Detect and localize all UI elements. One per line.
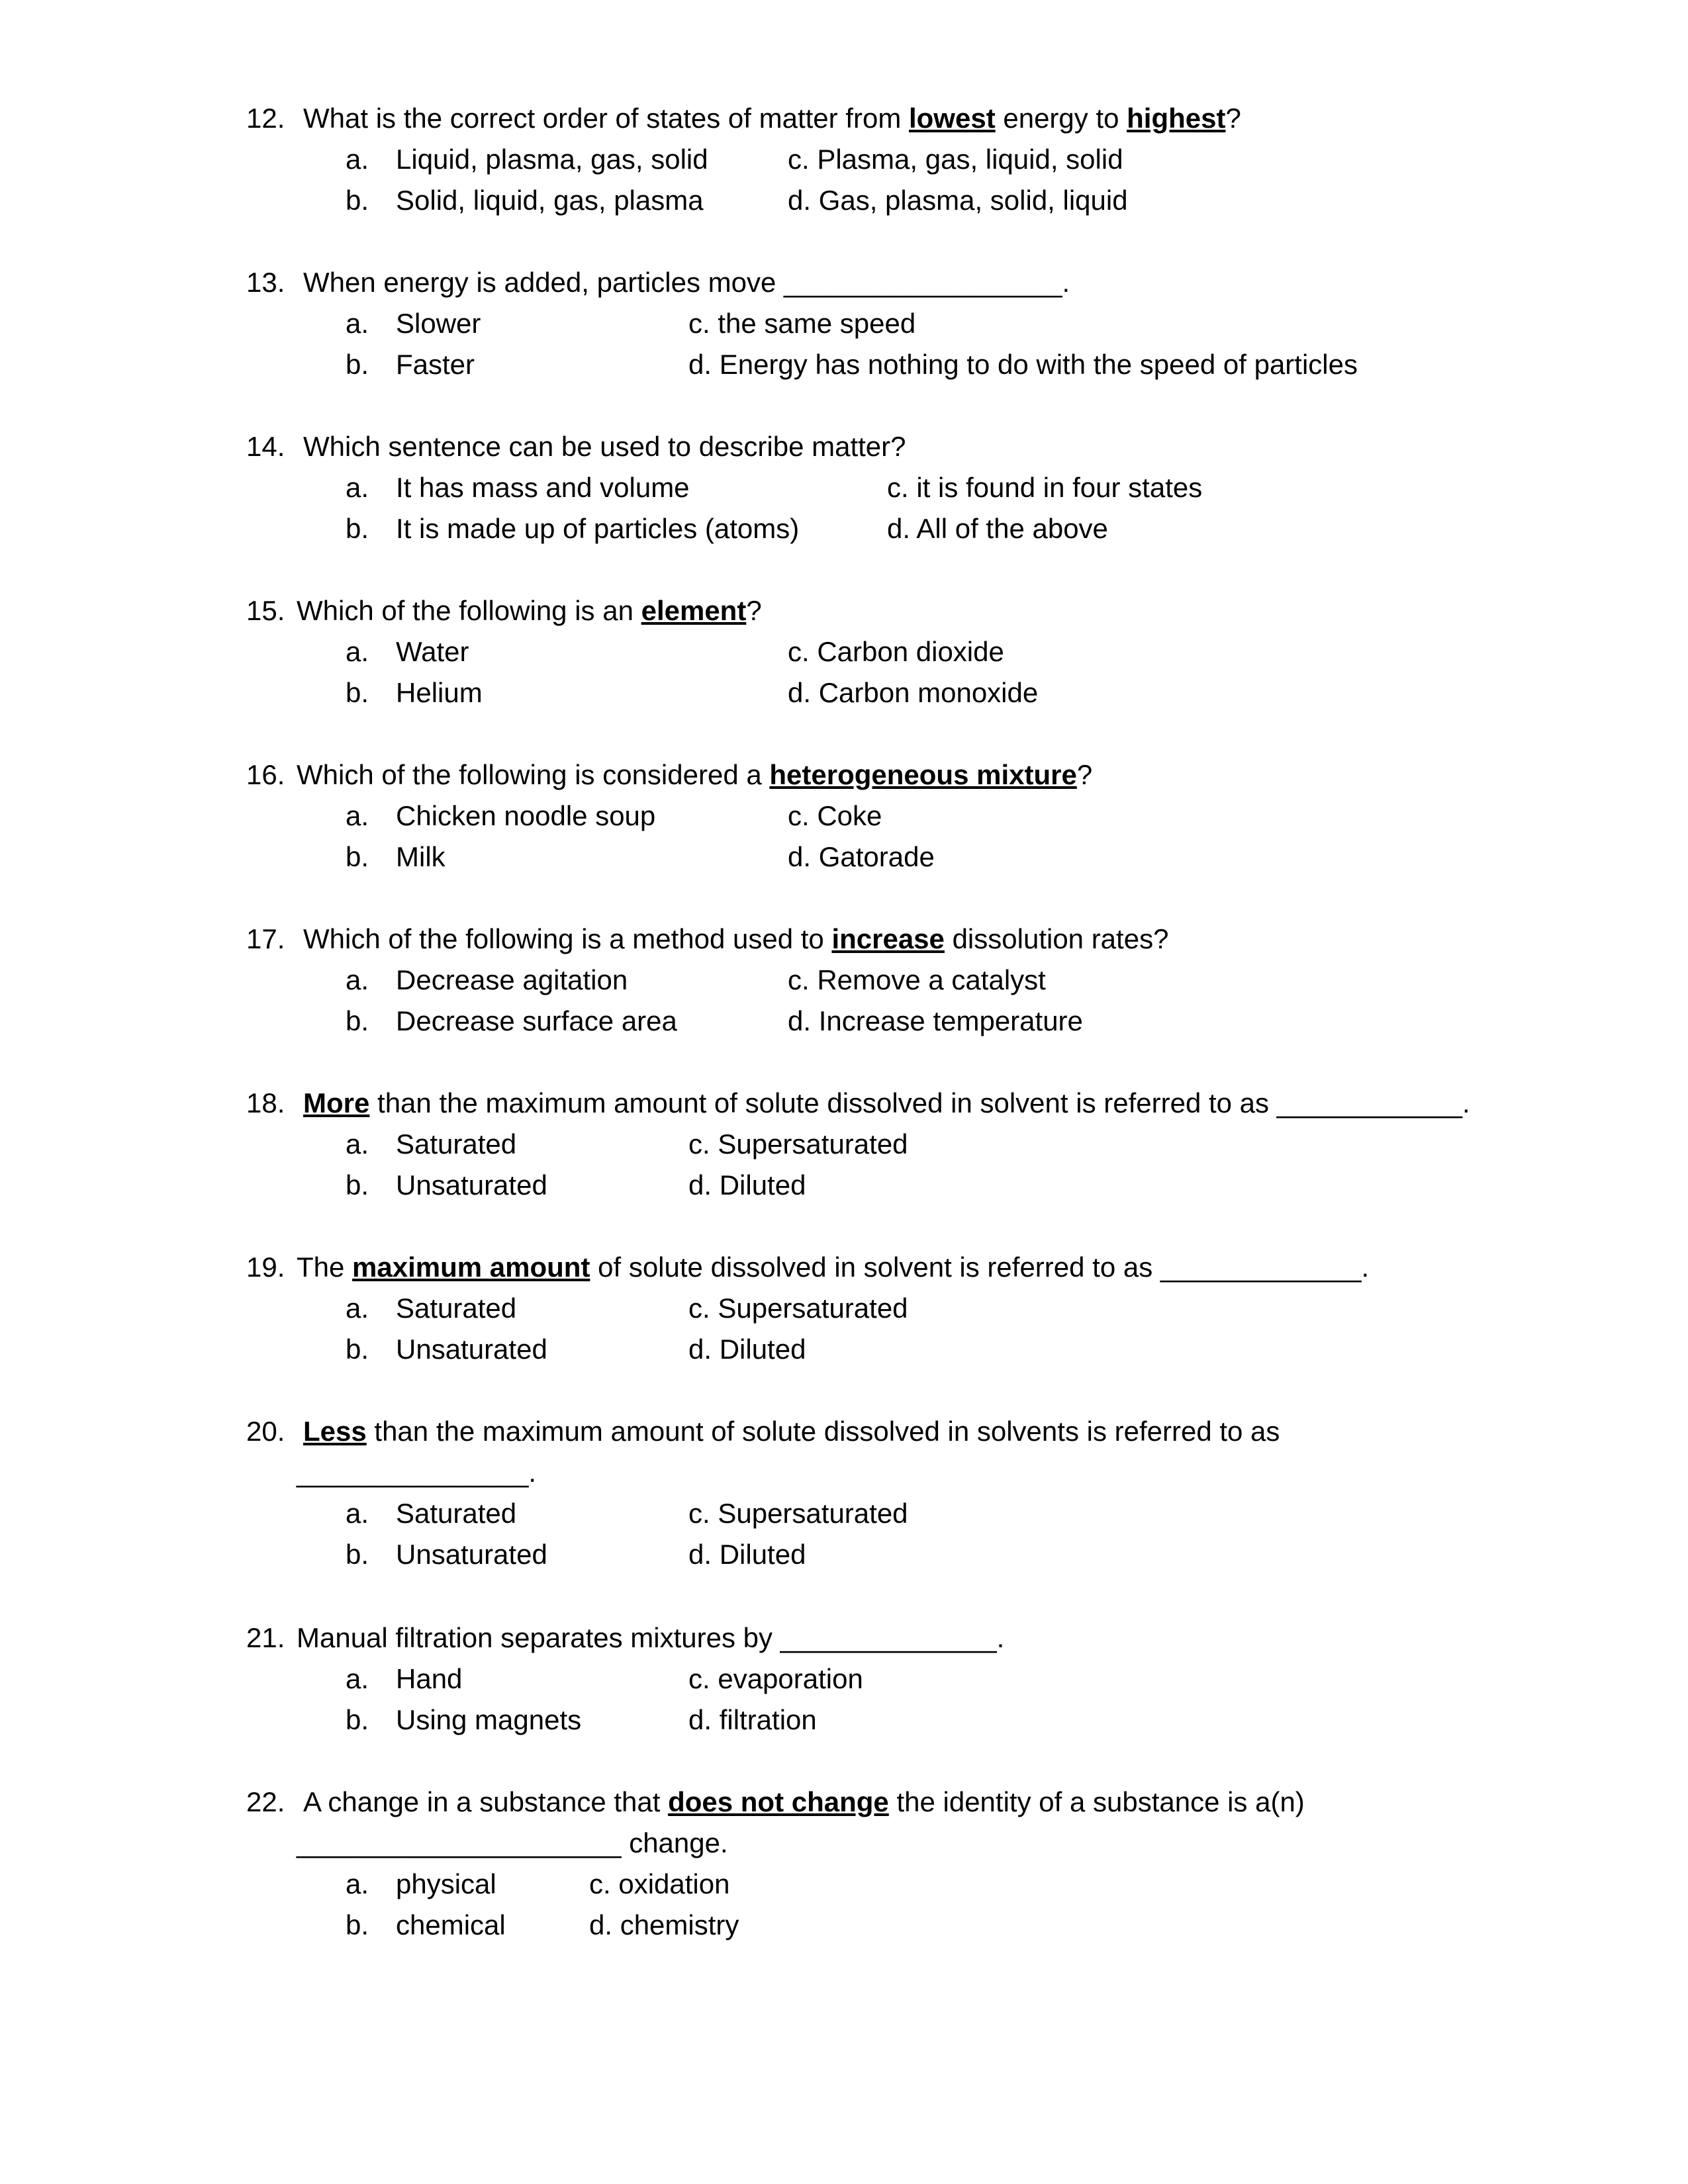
option-a: Slower <box>396 308 481 339</box>
question-text: Less than the maximum amount of solute dissolved in solvents is referred to as <box>303 1416 1280 1447</box>
answer-row-b <box>246 1329 1544 1370</box>
option-letter-a: a. <box>346 800 369 831</box>
option-letter-b: b. <box>346 1539 369 1570</box>
option-letter-a: a. <box>346 964 369 995</box>
option-a: Water <box>396 636 469 667</box>
option-c: c. evaporation <box>688 1663 863 1694</box>
answer-row-a <box>246 1864 1544 1905</box>
answer-row-a <box>246 796 1544 837</box>
option-c: c. it is found in four states <box>887 472 1203 503</box>
option-a: Chicken noodle soup <box>396 800 656 831</box>
option-c: c. Supersaturated <box>688 1498 908 1529</box>
option-a: Decrease agitation <box>396 964 628 995</box>
answer-blank: _______________. <box>297 1457 537 1488</box>
option-letter-b: b. <box>346 1334 369 1365</box>
option-d: d. Diluted <box>688 1169 806 1201</box>
option-d: d. Diluted <box>688 1539 806 1570</box>
option-c: c. Remove a catalyst <box>788 964 1046 995</box>
option-letter-b: b. <box>346 677 369 708</box>
question-text: What is the correct order of states of matter from lowest energy to highest? <box>303 103 1241 134</box>
emphasis: maximum amount <box>352 1251 590 1283</box>
option-d: d. filtration <box>688 1704 817 1735</box>
answer-row-b <box>246 672 1544 713</box>
emphasis: More <box>303 1087 370 1118</box>
option-a: Saturated <box>396 1293 517 1324</box>
answer-row-b <box>246 1001 1544 1042</box>
option-letter-b: b. <box>346 513 369 544</box>
question-text: Which of the following is an element? <box>297 595 762 626</box>
question-text: Which of the following is considered a heterogeneous mixture? <box>297 759 1093 790</box>
option-b: Unsaturated <box>396 1169 547 1201</box>
question-text: A change in a substance that does not change the identity of a substance is a(n) <box>303 1786 1305 1817</box>
option-b: Helium <box>396 677 483 708</box>
emphasis: Less <box>303 1416 367 1447</box>
answer-row-a <box>246 467 1544 508</box>
question-number: 18. <box>246 1087 285 1118</box>
option-d: d. Energy has nothing to do with the speed of particles <box>688 349 1358 380</box>
question-14 <box>246 426 1544 549</box>
option-c: c. Supersaturated <box>688 1293 908 1324</box>
option-d: d. chemistry <box>589 1909 739 1940</box>
option-letter-b: b. <box>346 185 369 216</box>
option-letter-a: a. <box>346 1868 369 1899</box>
answer-row-b <box>246 344 1544 385</box>
option-letter-b: b. <box>346 1909 369 1940</box>
option-b: Unsaturated <box>396 1539 547 1570</box>
question-number: 15. <box>246 595 285 626</box>
question-20 <box>246 1411 1544 1575</box>
question-15 <box>246 590 1544 713</box>
option-letter-b: b. <box>346 349 369 380</box>
question-22 <box>246 1782 1544 1946</box>
option-letter-a: a. <box>346 144 369 175</box>
option-letter-b: b. <box>346 1169 369 1201</box>
option-letter-b: b. <box>346 841 369 872</box>
emphasis: element <box>641 595 747 626</box>
answer-row-b <box>246 837 1544 878</box>
option-letter-b: b. <box>346 1704 369 1735</box>
option-b: Using magnets <box>396 1704 582 1735</box>
answer-row-b <box>246 1700 1544 1741</box>
option-c: c. Coke <box>788 800 882 831</box>
question-13 <box>246 262 1544 385</box>
question-text: More than the maximum amount of solute dissolved in solvent is referred to as ____________. <box>303 1087 1470 1118</box>
option-letter-a: a. <box>346 1498 369 1529</box>
option-b: chemical <box>396 1909 506 1940</box>
question-number: 17. <box>246 923 285 954</box>
question-number: 19. <box>246 1251 285 1283</box>
question-number: 13. <box>246 267 285 298</box>
question-text: Manual filtration separates mixtures by ______________. <box>297 1622 1005 1653</box>
question-text: The maximum amount of solute dissolved in solvent is referred to as _____________. <box>297 1251 1370 1283</box>
option-d: d. Gas, plasma, solid, liquid <box>788 185 1128 216</box>
option-b: Milk <box>396 841 445 872</box>
answer-row-a <box>246 1288 1544 1329</box>
option-letter-a: a. <box>346 472 369 503</box>
answer-row-a <box>246 139 1544 180</box>
option-letter-a: a. <box>346 308 369 339</box>
emphasis: highest <box>1127 103 1226 134</box>
question-number: 16. <box>246 759 285 790</box>
question-19 <box>246 1247 1544 1370</box>
answer-row-b <box>246 508 1544 549</box>
question-21 <box>246 1617 1544 1741</box>
emphasis: increase <box>831 923 945 954</box>
question-text: Which sentence can be used to describe matter? <box>303 431 906 462</box>
emphasis: does not change <box>668 1786 889 1817</box>
answer-row-b <box>246 1905 1544 1946</box>
answer-row-b <box>246 1534 1544 1575</box>
option-a: Saturated <box>396 1498 517 1529</box>
option-d: d. Carbon monoxide <box>788 677 1039 708</box>
answer-row-a <box>246 960 1544 1001</box>
option-letter-b: b. <box>346 1005 369 1036</box>
option-d: d. Increase temperature <box>788 1005 1083 1036</box>
option-c: c. Supersaturated <box>688 1128 908 1160</box>
option-c: c. Plasma, gas, liquid, solid <box>788 144 1123 175</box>
option-a: It has mass and volume <box>396 472 690 503</box>
question-number: 22. <box>246 1786 285 1817</box>
option-a: Hand <box>396 1663 463 1694</box>
answer-row-a <box>246 631 1544 672</box>
question-12 <box>246 98 1544 221</box>
question-number: 12. <box>246 103 285 134</box>
option-d: d. Gatorade <box>788 841 935 872</box>
option-letter-a: a. <box>346 1663 369 1694</box>
option-b: Decrease surface area <box>396 1005 677 1036</box>
option-letter-a: a. <box>346 1293 369 1324</box>
option-b: It is made up of particles (atoms) <box>396 513 800 544</box>
emphasis: lowest <box>908 103 996 134</box>
question-number: 14. <box>246 431 285 462</box>
emphasis: heterogeneous mixture <box>769 759 1077 790</box>
answer-row-a <box>246 1659 1544 1700</box>
answer-row-a <box>246 1493 1544 1534</box>
option-letter-a: a. <box>346 1128 369 1160</box>
question-18 <box>246 1083 1544 1206</box>
answer-row-a <box>246 303 1544 344</box>
option-c: c. oxidation <box>589 1868 730 1899</box>
option-d: d. All of the above <box>887 513 1108 544</box>
question-number: 21. <box>246 1622 285 1653</box>
question-17 <box>246 919 1544 1042</box>
option-letter-a: a. <box>346 636 369 667</box>
option-c: c. the same speed <box>688 308 916 339</box>
option-c: c. Carbon dioxide <box>788 636 1004 667</box>
option-a: Saturated <box>396 1128 517 1160</box>
question-text: Which of the following is a method used to increase dissolution rates? <box>303 923 1169 954</box>
option-a: physical <box>396 1868 496 1899</box>
option-d: d. Diluted <box>688 1334 806 1365</box>
question-text: When energy is added, particles move __________________. <box>303 267 1070 298</box>
question-16 <box>246 754 1544 878</box>
answer-blank: _____________________ change. <box>297 1827 728 1858</box>
answer-row-b <box>246 1165 1544 1206</box>
option-b: Unsaturated <box>396 1334 547 1365</box>
question-number: 20. <box>246 1416 285 1447</box>
option-a: Liquid, plasma, gas, solid <box>396 144 708 175</box>
option-b: Faster <box>396 349 475 380</box>
answer-row-b <box>246 180 1544 221</box>
answer-row-a <box>246 1124 1544 1165</box>
option-b: Solid, liquid, gas, plasma <box>396 185 704 216</box>
